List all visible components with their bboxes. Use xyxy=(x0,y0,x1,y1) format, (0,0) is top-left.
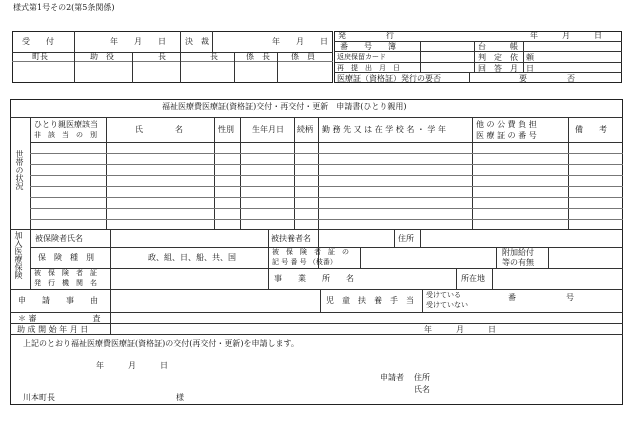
return-card-label: 返戻保留カード xyxy=(337,53,386,61)
insured-name-label: 被保険者氏名 xyxy=(35,234,83,243)
need-answer: 要 否 xyxy=(519,74,575,83)
address-label: 住所 xyxy=(398,234,414,243)
form-number: 様式第1号その2(第5条関係) xyxy=(13,3,115,12)
role-deputy: 助 役 xyxy=(90,52,114,61)
judgment-label: 判 定 依 頼 xyxy=(478,53,534,62)
col-eligibility-b: 非 該 当 の 別 xyxy=(34,131,97,139)
statement-text: 上記のとおり福祉医療費医療証(資格証)の交付(再交付・更新)を申請します。 xyxy=(23,339,299,348)
reply-label: 回 答 月 日 xyxy=(478,64,534,73)
table-row xyxy=(30,164,623,165)
col-eligibility-a: ひとり親医療該当 xyxy=(34,120,98,129)
received-date: 年 月 日 xyxy=(110,37,166,46)
role-head-2: 長 xyxy=(210,52,218,61)
child-allowance-label: 児 童 扶 養 手 当 xyxy=(326,296,414,305)
mayor-addressee: 川本町長 xyxy=(23,393,55,402)
role-chief: 町長 xyxy=(32,52,48,61)
insurance-type-value: 政、組、日、船、共、国 xyxy=(148,253,236,262)
issue-label: 発 行 xyxy=(338,31,394,40)
applicant-label: 申請者 xyxy=(380,373,404,382)
number-ban: 番 xyxy=(508,293,516,302)
receiving-label: 受けている xyxy=(426,291,461,299)
extra-benefit-a: 附加給付 xyxy=(502,248,534,257)
extra-benefit-b: 等の有無 xyxy=(502,258,534,267)
col-public-b: 医 療 証 の 番 号 xyxy=(476,131,537,140)
honorific: 様 xyxy=(176,393,184,402)
dependent-name-label: 被扶養者名 xyxy=(271,234,311,243)
symbol-label-b: 記 号 番 号 （枝番） xyxy=(272,258,337,266)
col-name: 氏 名 xyxy=(135,125,183,134)
statement-date: 年 月 日 xyxy=(96,361,168,370)
applicant-name-label: 氏名 xyxy=(414,385,430,394)
col-sex: 性別 xyxy=(218,125,234,134)
applicant-address-label: 住所 xyxy=(414,373,430,382)
issue-date: 年 月 日 xyxy=(530,31,602,40)
issuer-label-b: 発 行 機 関 名 xyxy=(34,279,97,287)
role-staff: 係 員 xyxy=(291,52,315,61)
decision-date: 年 月 日 xyxy=(272,37,328,46)
start-date-value: 年 月 日 xyxy=(424,325,496,334)
col-relation: 続柄 xyxy=(297,125,313,134)
table-row xyxy=(30,219,623,220)
reason-label: 申 請 事 由 xyxy=(18,296,98,305)
col-public-a: 他 の 公 費 負 担 xyxy=(476,120,537,129)
role-section-chief: 係 長 xyxy=(246,52,270,61)
number-go: 号 xyxy=(566,293,574,302)
table-row xyxy=(30,153,623,154)
table-row xyxy=(30,208,623,209)
ledger-label: 台 帳 xyxy=(478,42,518,51)
not-receiving-label: 受けていない xyxy=(426,301,468,309)
location-label: 所在地 xyxy=(461,274,485,283)
symbol-label-a: 被 保 険 者 証 の xyxy=(272,248,349,256)
table-row xyxy=(30,175,623,176)
insurance-side-label: 加入医療保険 xyxy=(14,231,23,279)
received-label: 受 付 xyxy=(22,37,54,46)
col-remarks: 備 考 xyxy=(575,125,607,134)
table-row xyxy=(30,197,623,198)
need-label: 医療証（資格証）発行の要否 xyxy=(337,74,441,83)
review-label: ＊ 審 査 xyxy=(18,314,101,323)
table-row xyxy=(30,186,623,187)
start-date-label: 助 成 開 始 年 月 日 xyxy=(17,325,89,334)
number-book-label: 番 号 簿 xyxy=(340,42,396,51)
reissue-label: 再 提 出 月 日 xyxy=(337,64,400,72)
form-title: 福祉医療費医療証(資格証)交付・再交付・更新 申請書(ひとり親用) xyxy=(162,102,407,111)
col-workplace: 勤 務 先 又 は 在 学 校 名 ・ 学 年 xyxy=(322,125,446,134)
insurance-type-label: 保 険 種 別 xyxy=(38,253,94,262)
role-head-1: 長 xyxy=(158,52,166,61)
issuer-label-a: 被 保 険 者 証 xyxy=(34,269,97,277)
col-dob: 生年月日 xyxy=(252,125,284,134)
household-side-label: 世帯の状況 xyxy=(15,150,24,190)
office-name-label: 事 業 所 名 xyxy=(274,274,354,283)
decision-label: 決 裁 xyxy=(185,37,209,46)
